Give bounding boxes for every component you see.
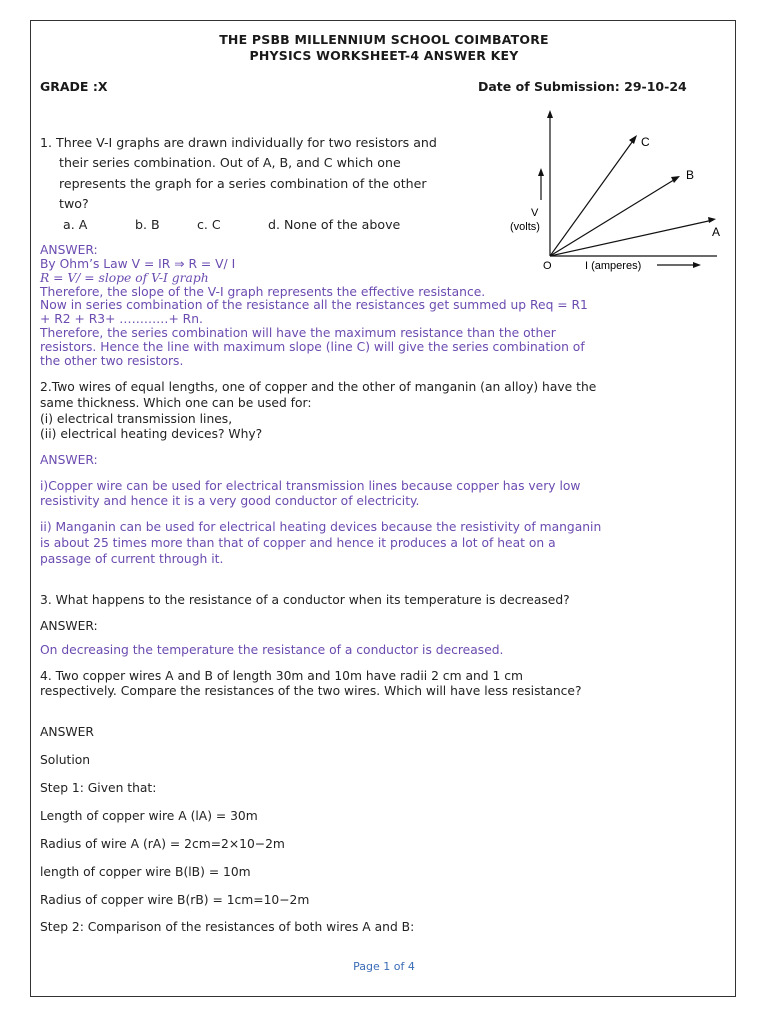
q4-step-4: length of copper wire B(lB) = 10m	[40, 865, 251, 879]
q1-answer-line-1: By Ohm’s Law V = IR ⇒ R = V/ I	[40, 257, 236, 271]
q1-option-c: c. C	[197, 217, 221, 232]
q2-line-3: (i) electrical transmission lines,	[40, 412, 233, 426]
origin-label: O	[543, 260, 552, 272]
q2-answer-ii-line-1: ii) Manganin can be used for electrical heating devices because the resistivity of manganin	[40, 520, 602, 534]
y-axis-arrow-icon	[547, 110, 553, 118]
submission-date: Date of Submission: 29-10-24	[478, 79, 687, 94]
q1-line-1: 1. Three V-I graphs are drawn individually for two resistors and	[40, 135, 437, 150]
school-name: THE PSBB MILLENNIUM SCHOOL COIMBATORE	[219, 32, 549, 47]
y-label-volts: (volts)	[510, 221, 540, 233]
x-label: I (amperes)	[585, 260, 642, 272]
page-number: Page 1 of 4	[353, 960, 415, 973]
q1-option-d: d. None of the above	[268, 217, 401, 232]
q2-answer-i-line-2: resistivity and hence it is a very good conductor of electricity.	[40, 494, 420, 508]
q4-step-1: Step 1: Given that:	[40, 781, 157, 795]
q1-answer-line-4: Now in series combination of the resistance all the resistances get summed up Req = R1	[40, 298, 588, 312]
q2-answer-ii-line-2: is about 25 times more than that of copper and hence it produces a lot of heat on a	[40, 536, 556, 550]
q2-line-4: (ii) electrical heating devices? Why?	[40, 427, 263, 441]
worksheet-title: PHYSICS WORKSHEET-4 ANSWER KEY	[249, 48, 519, 63]
q1-answer-line-2: R = V/ = slope of V-I graph	[40, 271, 209, 285]
q1-answer-line-8: the other two resistors.	[40, 354, 184, 368]
line-a	[550, 220, 713, 256]
grade-label: GRADE :X	[40, 79, 108, 94]
label-c: C	[641, 135, 650, 149]
q1-answer-line-5: + R2 + R3+ …………+ Rn.	[40, 312, 203, 326]
q3-question: 3. What happens to the resistance of a conductor when its temperature is decreased?	[40, 593, 570, 607]
q1-answer-line-6: Therefore, the series combination will have the maximum resistance than the other	[40, 326, 556, 340]
q2-answer-ii-line-3: passage of current through it.	[40, 552, 224, 566]
q1-line-3: represents the graph for a series combination of the other	[59, 176, 427, 191]
q2-answer-label: ANSWER:	[40, 453, 98, 467]
q3-answer-label: ANSWER:	[40, 619, 98, 633]
q3-answer: On decreasing the temperature the resistance of a conductor is decreased.	[40, 643, 504, 657]
q1-answer-label: ANSWER:	[40, 243, 98, 257]
q1-option-b: b. B	[135, 217, 160, 232]
vi-graph	[505, 108, 730, 273]
q4-step-5: Radius of copper wire B(rB) = 1cm=10−2m	[40, 893, 310, 907]
q1-answer-line-7: resistors. Hence the line with maximum slope (line C) will give the series combination of	[40, 340, 585, 354]
q1-answer-line-3: Therefore, the slope of the V-I graph represents the effective resistance.	[40, 285, 486, 299]
q4-answer-label: ANSWER	[40, 725, 94, 739]
q4-step-2: Length of copper wire A (lA) = 30m	[40, 809, 258, 823]
q1-option-a: a. A	[63, 217, 88, 232]
q2-answer-i-line-1: i)Copper wire can be used for electrical transmission lines because copper has very low	[40, 479, 581, 493]
q4-step-3: Radius of wire A (rA) = 2cm=2×10−2m	[40, 837, 285, 851]
q2-line-1: 2.Two wires of equal lengths, one of copper and the other of manganin (an alloy) have the	[40, 380, 597, 394]
q2-line-2: same thickness. Which one can be used for:	[40, 396, 312, 410]
line-b	[550, 178, 677, 256]
label-a: A	[712, 225, 721, 239]
q1-line-4: two?	[59, 196, 89, 211]
q4-line-2: respectively. Compare the resistances of the two wires. Which will have less resistance?	[40, 684, 582, 698]
q1-line-2: their series combination. Out of A, B, and C which one	[59, 155, 401, 170]
y-label-v: V	[531, 207, 539, 219]
q4-line-1: 4. Two copper wires A and B of length 30m and 10m have radii 2 cm and 1 cm	[40, 669, 523, 683]
line-c	[550, 138, 635, 256]
q4-solution: Solution	[40, 753, 91, 767]
label-b: B	[686, 168, 695, 182]
q4-step-6: Step 2: Comparison of the resistances of both wires A and B:	[40, 920, 415, 934]
